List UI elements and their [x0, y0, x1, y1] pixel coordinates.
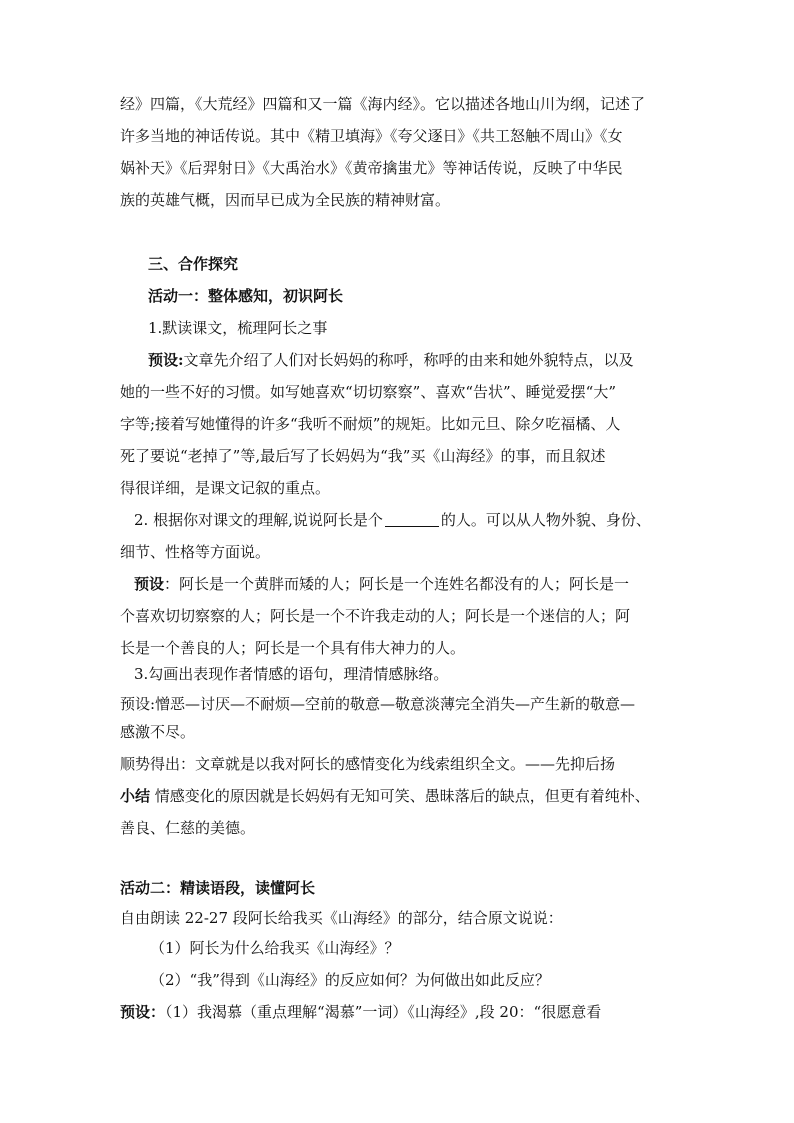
intro-line-1: 经》四篇，《大荒经》四篇和又一篇《海内经》。它以描述各地山川为纲，记述了 — [120, 95, 646, 113]
answer-1-line-1 — [148, 350, 634, 370]
summary-label: 小结 — [120, 787, 151, 805]
question-2-pre: 2. 根据你对课文的理解,说说阿长是个 — [134, 511, 383, 529]
question-3: 3.勾画出表现作者情感的语句，理清情感脉络。 — [134, 665, 449, 683]
question-2-post: 的人。可以从人物外貌、身份、 — [440, 511, 651, 529]
section-heading: 三、合作探究 — [148, 255, 239, 273]
answer-3-line-2: 感激不尽。 — [120, 723, 196, 741]
answer-1-label: 预设: — [148, 351, 184, 369]
activity-2-answer-text: （1）我渴慕（重点理解“渴慕”一词）《山海经》,段 20：“很愿意看 — [165, 1003, 602, 1021]
answer-3-line-1: 预设:憎恶—讨厌—不耐烦—空前的敬意—敬意淡薄完全消失—产生新的敬意— — [120, 695, 636, 713]
answer-1-text: 文章先介绍了人们对长妈妈的称呼，称呼的由来和她外貌特点，以及 — [183, 351, 634, 369]
activity-2-question-1: （1）阿长为什么给我买《山海经》？ — [150, 939, 400, 957]
summary-text: 情感变化的原因就是长妈妈有无知可笑、愚昧落后的缺点，但更有着纯朴、 — [150, 787, 650, 805]
intro-line-3: 娲补天》《后羿射日》《大禹治水》《黄帝擒蚩尤》等神话传说，反映了中华民 — [120, 159, 623, 177]
summary-line-1 — [120, 786, 650, 806]
conclusion: 顺势得出：文章就是以我对阿长的感情变化为线索组织全文。——先抑后扬 — [120, 755, 616, 773]
question-2-line-2: 细节、性格等方面说。 — [120, 543, 271, 561]
question-1: 1.默读课文，梳理阿长之事 — [148, 319, 328, 337]
activity-2-question-2: （2）“我”得到《山海经》的反应如何？为何做出如此反应？ — [150, 971, 550, 989]
activity-2-answer — [120, 1002, 601, 1022]
activity-2-answer-label: 预设： — [120, 1003, 166, 1021]
summary-line-2: 善良、仁慈的美德。 — [120, 819, 256, 837]
activity-2-title: 活动二：精读语段，读懂阿长 — [120, 879, 316, 897]
intro-line-2: 许多当地的神话传说。其中《精卫填海》《夸父逐日》《共工怒触不周山》《女 — [120, 127, 623, 145]
activity-1-title: 活动一：整体感知，初识阿长 — [148, 287, 344, 305]
answer-1-line-3: 字等;接着写她懂得的许多“我听不耐烦”的规矩。比如元旦、除夕吃福橘、人 — [120, 415, 621, 433]
activity-2-intro: 自由朗读 22-27 段阿长给我买《山海经》的部分，结合原文说说： — [120, 909, 563, 927]
answer-2-text: ：阿长是一个黄胖而矮的人；阿长是一个连姓名都没有的人；阿长是一 — [164, 575, 630, 593]
answer-2-line-2: 个喜欢切切察察的人；阿长是一个不许我走动的人；阿长是一个迷信的人；阿 — [120, 607, 631, 625]
answer-1-line-4: 死了要说“老掉了”等,最后写了长妈妈为“我”买《山海经》的事，而且叙述 — [120, 447, 606, 465]
answer-1-line-2: 她的一些不好的习惯。如写她喜欢“切切察察”、喜欢“告状”、睡觉爱摆“大” — [120, 383, 617, 401]
answer-2-line-3: 长是一个善良的人；阿长是一个具有伟大神力的人。 — [120, 639, 466, 657]
fill-in-blank — [385, 512, 439, 527]
answer-1-line-5: 得很详细，是课文记叙的重点。 — [120, 479, 331, 497]
question-2-line-1 — [134, 510, 651, 530]
answer-2-line-1 — [134, 574, 629, 594]
intro-line-4: 族的英雄气概，因而早已成为全民族的精神财富。 — [120, 191, 451, 209]
answer-2-label: 预设 — [134, 575, 165, 593]
